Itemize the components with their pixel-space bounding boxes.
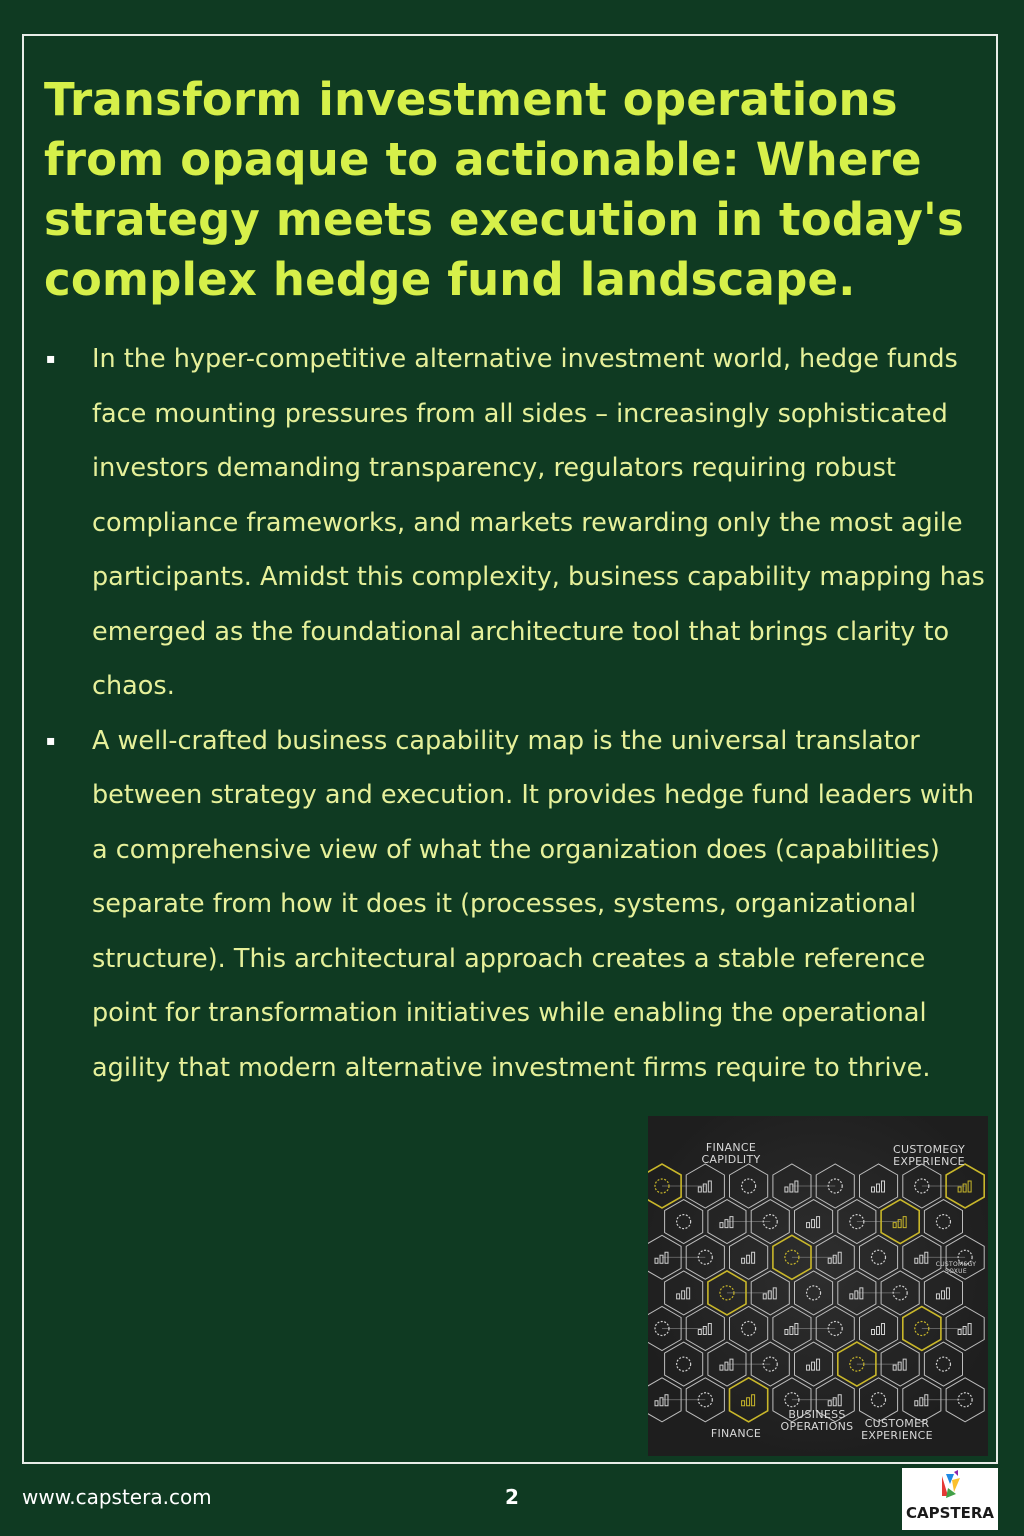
- bar-chart-icon: [687, 1288, 690, 1299]
- bar-chart-icon: [946, 1288, 949, 1299]
- hexagon-node-icon: [860, 1307, 898, 1351]
- bar-chart-icon: [812, 1362, 815, 1370]
- hexagon-node-icon: [924, 1271, 962, 1315]
- bar-chart-icon: [725, 1220, 728, 1228]
- hexagon-node-icon: [665, 1271, 703, 1315]
- hexagon-node-icon: [924, 1200, 962, 1244]
- bar-chart-icon: [708, 1324, 711, 1335]
- bar-chart-icon: [817, 1359, 820, 1370]
- bar-chart-icon: [872, 1187, 875, 1192]
- bar-chart-icon: [893, 1365, 896, 1370]
- bar-chart-icon: [838, 1252, 841, 1263]
- bar-chart-icon: [660, 1255, 663, 1263]
- figure-label-bottom-right: CUSTOMER EXPERIENCE: [861, 1417, 933, 1442]
- bar-chart-icon: [877, 1184, 880, 1192]
- bar-chart-icon: [752, 1252, 755, 1263]
- bar-chart-icon: [655, 1401, 658, 1406]
- bar-chart-icon: [742, 1401, 745, 1406]
- hexagon-node-icon: [795, 1342, 833, 1386]
- bar-chart-icon: [872, 1330, 875, 1335]
- bar-chart-icon: [747, 1398, 750, 1406]
- bar-chart-icon: [703, 1184, 706, 1192]
- bar-chart-icon: [795, 1181, 798, 1192]
- bar-chart-icon: [763, 1294, 766, 1299]
- bar-chart-icon: [655, 1258, 658, 1263]
- bar-chart-icon: [725, 1362, 728, 1370]
- hexagon-node-icon: [860, 1164, 898, 1208]
- bar-chart-icon: [963, 1184, 966, 1192]
- hexagon-node-icon: [924, 1342, 962, 1386]
- bar-chart-icon: [730, 1359, 733, 1370]
- gear-icon: [677, 1215, 691, 1229]
- bar-chart-icon: [893, 1223, 896, 1228]
- figure-label-bottom-left: FINANCE: [710, 1427, 762, 1440]
- gear-icon: [936, 1357, 950, 1371]
- figure-label-top-left: FINANCE CAPIDLITY: [701, 1141, 761, 1166]
- bar-chart-icon: [807, 1223, 810, 1228]
- bar-chart-icon: [747, 1255, 750, 1263]
- bar-chart-icon: [968, 1181, 971, 1192]
- gear-icon: [742, 1179, 756, 1193]
- bar-chart-icon: [920, 1255, 923, 1263]
- bar-chart-icon: [936, 1294, 939, 1299]
- bar-chart-icon: [660, 1398, 663, 1406]
- hexagon-node-icon: [665, 1200, 703, 1244]
- bar-chart-icon: [742, 1258, 745, 1263]
- hexagon-node-icon: [665, 1342, 703, 1386]
- bar-chart-icon: [828, 1258, 831, 1263]
- bar-chart-icon: [941, 1291, 944, 1299]
- hexagon-node-icon: [730, 1164, 768, 1208]
- bar-chart-icon: [790, 1184, 793, 1192]
- bar-chart-icon: [833, 1398, 836, 1406]
- capstera-logo: [902, 1468, 998, 1530]
- bar-chart-icon: [850, 1294, 853, 1299]
- bar-chart-icon: [698, 1330, 701, 1335]
- bar-chart-icon: [665, 1252, 668, 1263]
- bar-chart-icon: [898, 1362, 901, 1370]
- bar-chart-icon: [677, 1294, 680, 1299]
- bar-chart-icon: [898, 1220, 901, 1228]
- bar-chart-icon: [915, 1401, 918, 1406]
- bar-chart-icon: [903, 1359, 906, 1370]
- bar-chart-icon: [785, 1187, 788, 1192]
- bar-chart-icon: [855, 1291, 858, 1299]
- hexagon-node-icon: [730, 1235, 768, 1279]
- bar-chart-icon: [752, 1395, 755, 1406]
- figure-label-bottom-center: BUSINESS OPERATIONS: [780, 1408, 854, 1433]
- bullet-text: In the hyper-competitive alternative investment world, hedge funds face mounting pressures from all sides – increasingly sophisticated investors demanding transparency, regulators requiring robust compliance frameworks, and markets rewarding only the most agile participants. Amidst this complexity, business capability mapping has emerged as the foundational architecture tool that brings clarity to chaos.: [92, 344, 985, 701]
- bar-chart-icon: [903, 1217, 906, 1228]
- bullet-item: [44, 714, 994, 1096]
- bar-chart-icon: [785, 1330, 788, 1335]
- bullet-item: [44, 332, 994, 714]
- bar-chart-icon: [795, 1324, 798, 1335]
- page-title: Transform investment operations from opaque to actionable: Where strategy meets execution in today's complex hedge fund landscape.: [44, 73, 964, 306]
- gear-icon: [677, 1357, 691, 1371]
- bar-chart-icon: [730, 1217, 733, 1228]
- gear-icon: [872, 1250, 886, 1264]
- bar-chart-icon: [882, 1324, 885, 1335]
- footer-url[interactable]: www.capstera.com: [22, 1485, 212, 1509]
- bullet-text: A well-crafted business capability map is the universal translator between strategy and execution. It provides hedge fund leaders with a comprehensive view of what the organization does (capabilities) separate from how it does it (processes, systems, organizational structure). This architectural approach creates a stable reference point for transformation initiatives while enabling the operational agility that modern alternative investment firms require to thrive.: [92, 725, 975, 1083]
- bar-chart-icon: [920, 1398, 923, 1406]
- bar-chart-icon: [768, 1291, 771, 1299]
- bar-chart-icon: [720, 1365, 723, 1370]
- bullet-list: [44, 332, 994, 1095]
- hexagon-node-icon: [795, 1200, 833, 1244]
- capability-map-illustration: [648, 1116, 988, 1456]
- figure-label-top-right: CUSTOMEGY EXPERIENCE: [893, 1143, 965, 1168]
- hexagon-node-icon: [795, 1271, 833, 1315]
- bar-chart-icon: [958, 1330, 961, 1335]
- bullet-marker-icon: ▪: [46, 351, 56, 367]
- bar-chart-icon: [958, 1187, 961, 1192]
- logo-wordmark: CAPSTERA: [905, 1504, 995, 1522]
- gear-icon: [742, 1322, 756, 1336]
- bullet-marker-icon: ▪: [46, 732, 56, 749]
- bar-chart-icon: [915, 1258, 918, 1263]
- bar-chart-icon: [703, 1327, 706, 1335]
- page-number: 2: [505, 1485, 519, 1509]
- hexagon-node-icon: [860, 1378, 898, 1422]
- hexagon-node-icon: [730, 1307, 768, 1351]
- bar-chart-icon: [665, 1395, 668, 1406]
- hexagon-node-icon: [860, 1235, 898, 1279]
- bar-chart-icon: [828, 1401, 831, 1406]
- gear-icon: [807, 1286, 821, 1300]
- bar-chart-icon: [968, 1324, 971, 1335]
- bar-chart-icon: [790, 1327, 793, 1335]
- figure-label-center: CUSTOMSGY SOXUE: [935, 1261, 977, 1275]
- bar-chart-icon: [963, 1327, 966, 1335]
- bar-chart-icon: [807, 1365, 810, 1370]
- bar-chart-icon: [860, 1288, 863, 1299]
- bar-chart-icon: [682, 1291, 685, 1299]
- bar-chart-icon: [708, 1181, 711, 1192]
- bar-chart-icon: [882, 1181, 885, 1192]
- hexagon-node-icon: [730, 1378, 768, 1422]
- bar-chart-icon: [817, 1217, 820, 1228]
- bar-chart-icon: [812, 1220, 815, 1228]
- bar-chart-icon: [833, 1255, 836, 1263]
- bar-chart-icon: [720, 1223, 723, 1228]
- bar-chart-icon: [773, 1288, 776, 1299]
- gear-icon: [872, 1393, 886, 1407]
- logo-mark-icon: [902, 1468, 998, 1504]
- bar-chart-icon: [925, 1395, 928, 1406]
- gear-icon: [936, 1215, 950, 1229]
- bar-chart-icon: [838, 1395, 841, 1406]
- bar-chart-icon: [877, 1327, 880, 1335]
- bar-chart-icon: [698, 1187, 701, 1192]
